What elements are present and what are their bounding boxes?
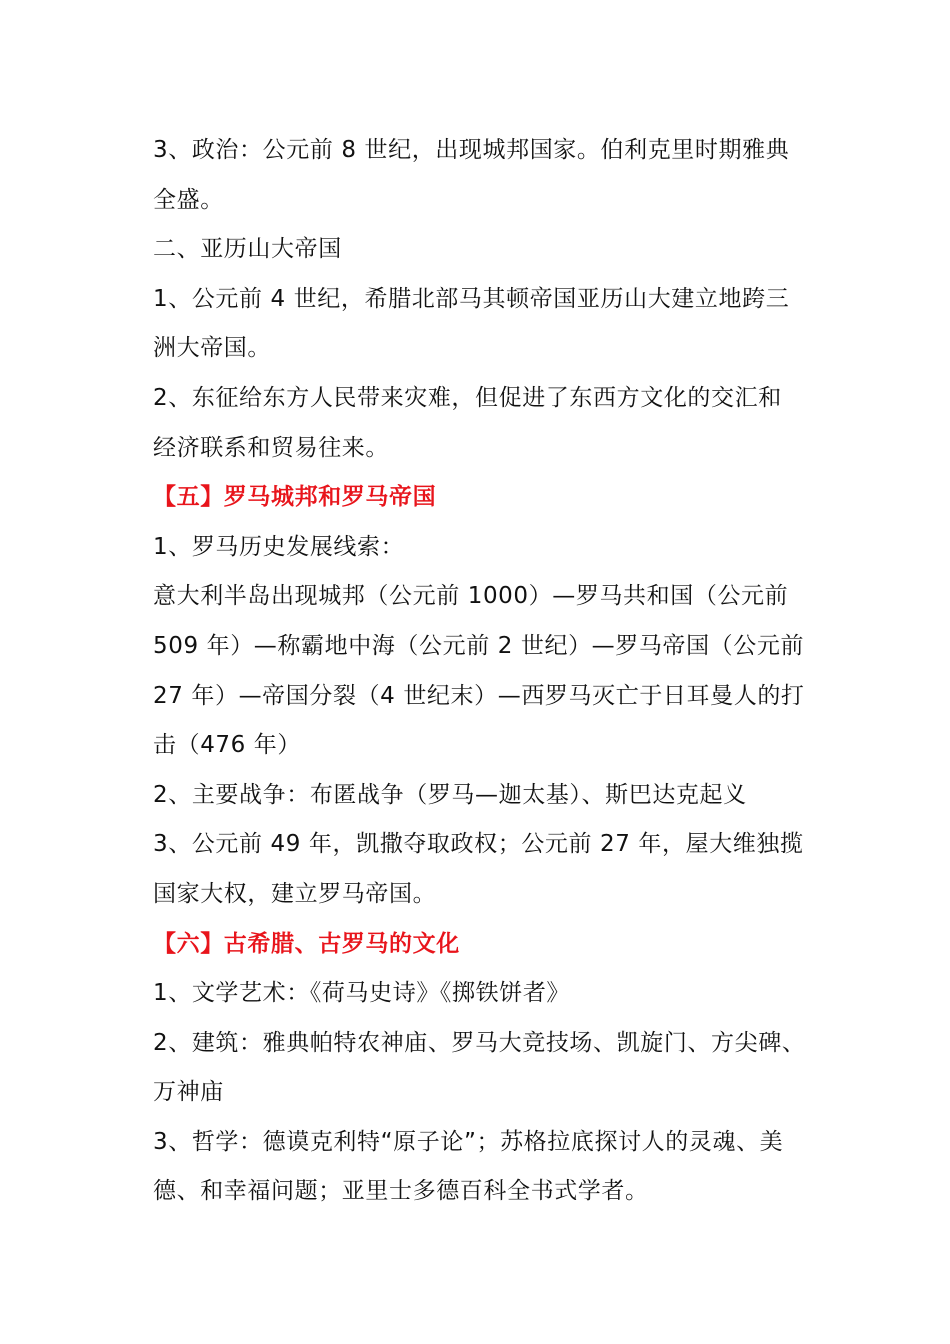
text-line: 3、政治：公元前 8 世纪，出现城邦国家。伯利克里时期雅典: [153, 137, 790, 163]
text-line: 万神庙: [153, 1079, 224, 1106]
text-line: 经济联系和贸易往来。: [153, 434, 389, 461]
section-heading-rome: 【五】罗马城邦和罗马帝国: [153, 484, 437, 511]
text-line: 1、文学艺术：《荷马史诗》《掷铁饼者》: [153, 980, 571, 1007]
text-line: 意大利半岛出现城邦（公元前 1000）—罗马共和国（公元前: [153, 583, 789, 610]
text-line: 27 年）—帝国分裂（4 世纪末）—西罗马灭亡于日耳曼人的打: [153, 682, 805, 709]
text-line: 2、建筑：雅典帕特农神庙、罗马大竞技场、凯旋门、方尖碑、: [153, 1029, 806, 1056]
text-line: 击（476 年）: [153, 732, 302, 759]
section-heading-culture: 【六】古希腊、古罗马的文化: [153, 930, 460, 957]
text-line: 509 年）—称霸地中海（公元前 2 世纪）—罗马帝国（公元前: [153, 632, 805, 659]
text-line: 国家大权，建立罗马帝国。: [153, 880, 437, 907]
text-line: 2、主要战争：布匿战争（罗马—迦太基）、斯巴达克起义: [153, 781, 747, 808]
text-line: 3、哲学：德谟克利特“原子论”；苏格拉底探讨人的灵魂、美: [153, 1128, 784, 1155]
text-line: 2、东征给东方人民带来灾难，但促进了东西方文化的交汇和: [153, 384, 782, 411]
text-line: 1、罗马历史发展线索：: [153, 533, 405, 560]
text-line: 全盛。: [153, 186, 224, 213]
section-subheading: 二、亚历山大帝国: [153, 236, 342, 263]
text-line: 3、公元前 49 年，凯撒夺取政权；公元前 27 年，屋大维独揽: [153, 831, 804, 858]
text-line: 德、和幸福问题；亚里士多德百科全书式学者。: [153, 1178, 649, 1205]
text-line: 洲大帝国。: [153, 335, 271, 362]
text-line: 1、公元前 4 世纪，希腊北部马其顿帝国亚历山大建立地跨三: [153, 285, 790, 312]
document-body: [153, 126, 813, 1217]
